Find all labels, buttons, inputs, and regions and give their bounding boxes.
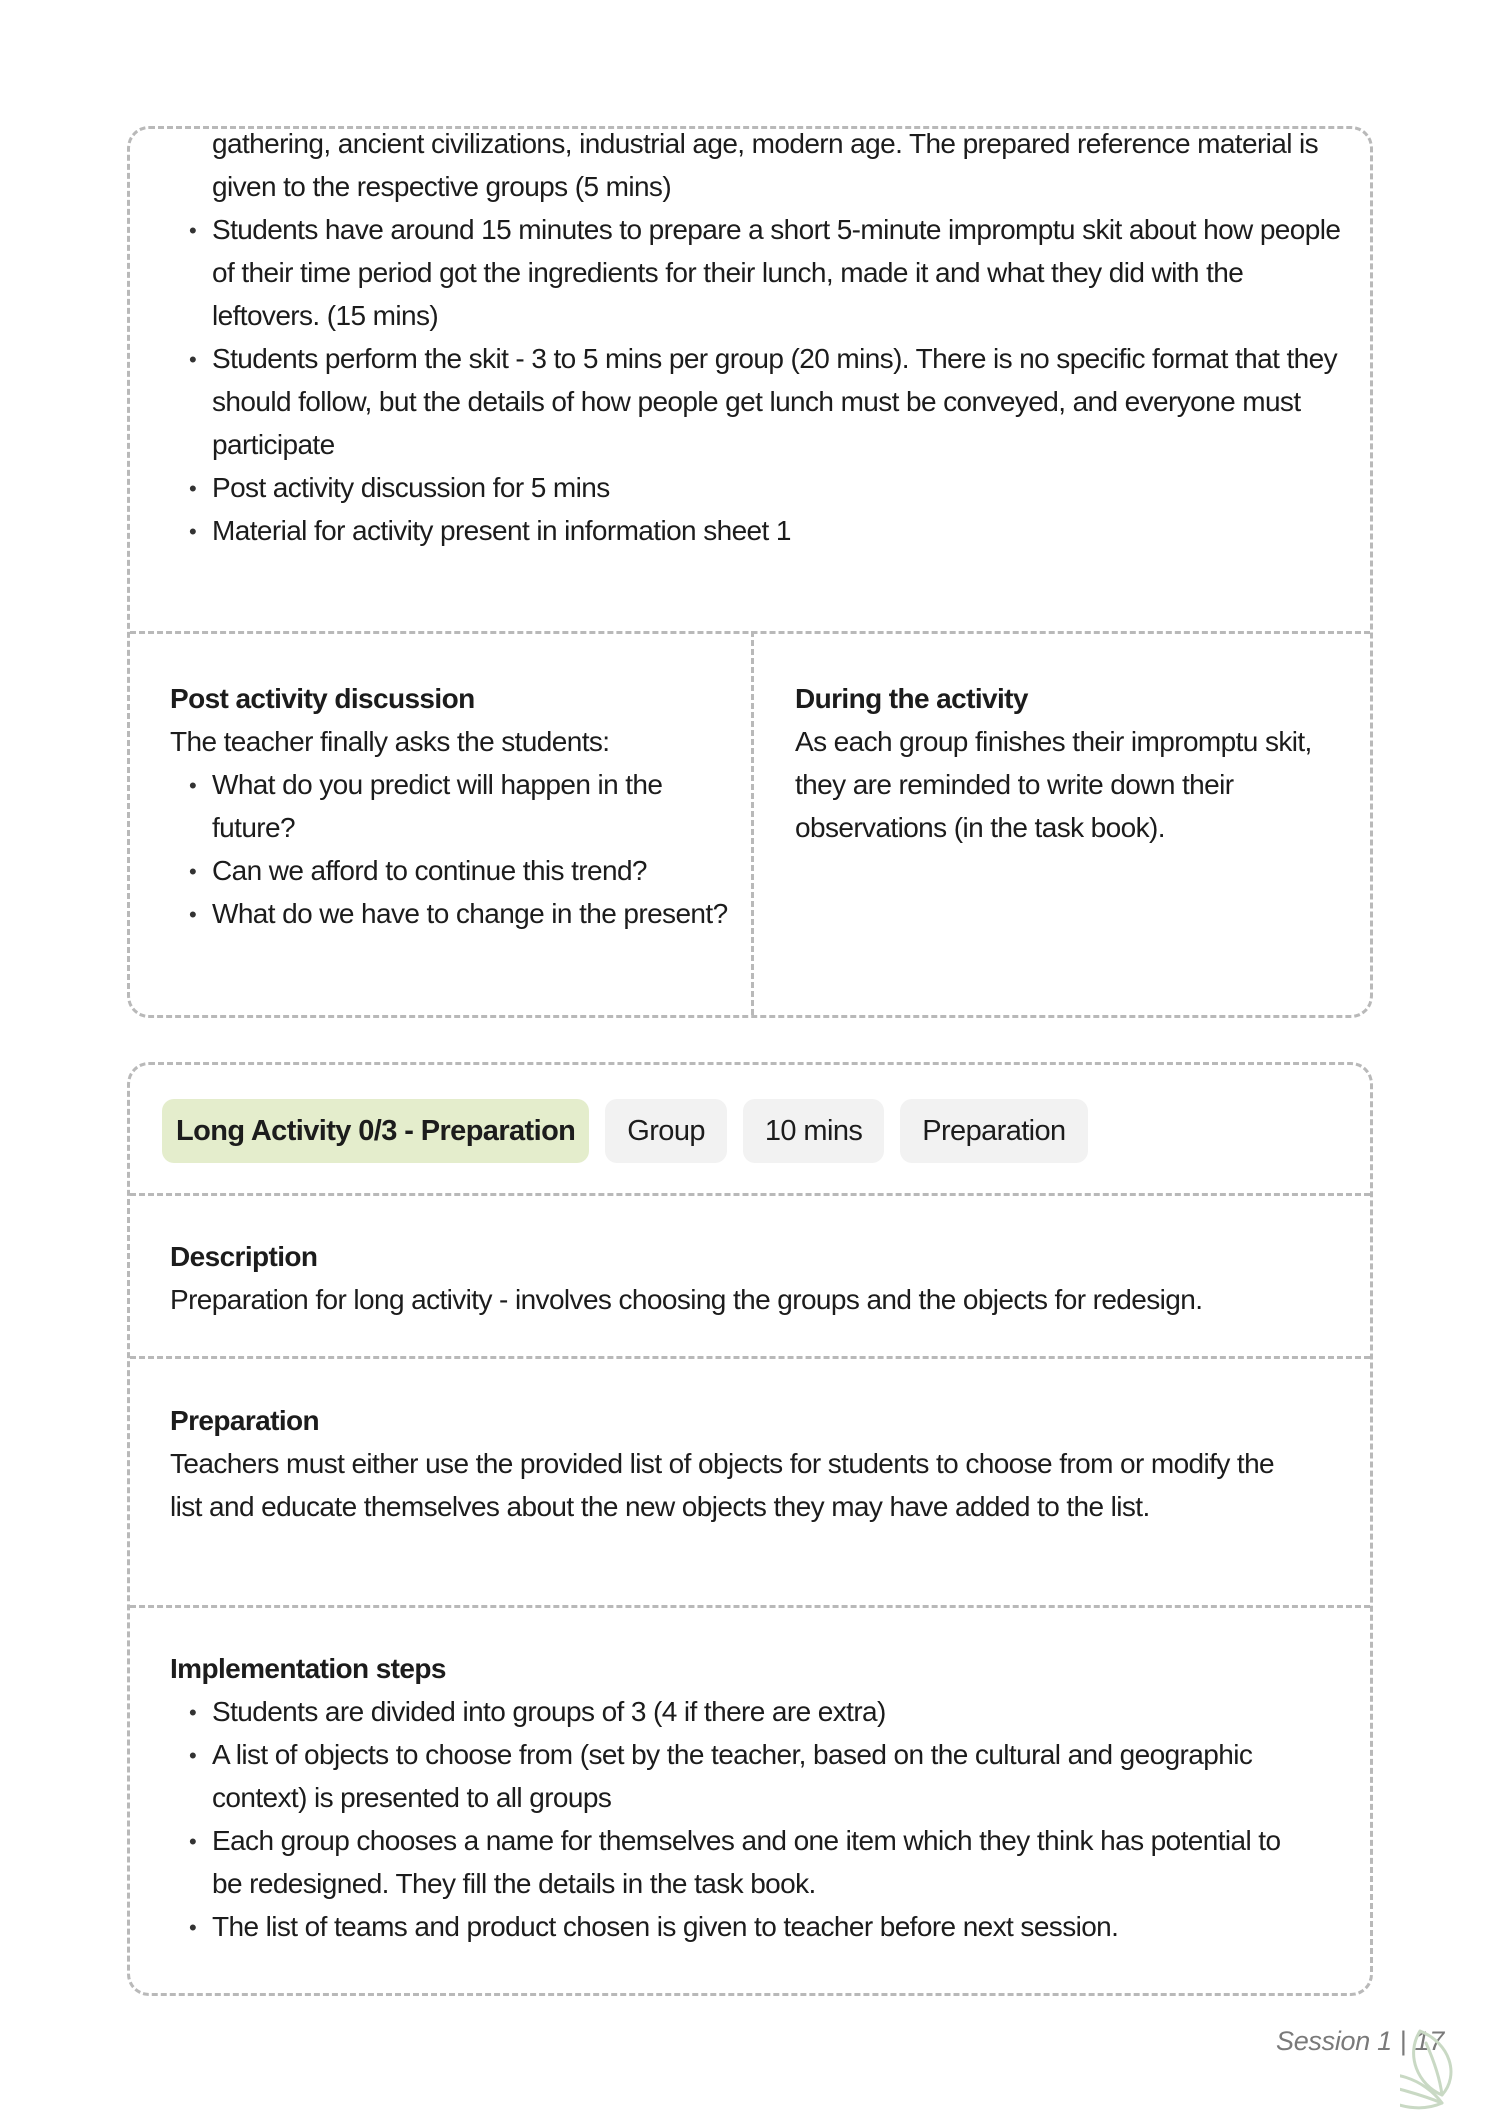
section-divider	[130, 1605, 1370, 1608]
session-label: Session 1	[1276, 2026, 1392, 2056]
list-item: • Students are divided into groups of 3 (4 if there are extra)	[170, 1690, 1310, 1733]
bullet-icon: •	[189, 347, 197, 372]
section-heading: During the activity	[795, 683, 1028, 714]
list-item: • What do you predict will happen in the future?	[170, 763, 730, 849]
activity-card-continued	[127, 126, 1373, 1018]
list-item: • A list of objects to choose from (set by the teacher, based on the cultural and geographic context) is presented to all groups	[170, 1733, 1310, 1819]
implementation-steps-section	[170, 1647, 1310, 1948]
column-divider	[751, 631, 754, 1015]
type-tag: Preparation	[900, 1099, 1087, 1163]
leaf-upper-icon	[1414, 2031, 1451, 2095]
mode-tag: Group	[605, 1099, 727, 1163]
bullet-icon: •	[189, 519, 197, 544]
section-heading: Preparation	[170, 1405, 319, 1436]
implementation-steps-continued	[170, 122, 1350, 552]
bullet-icon: •	[189, 859, 197, 884]
bullet-icon: •	[189, 773, 197, 798]
list-item: • What do we have to change in the present?	[170, 892, 730, 935]
during-the-activity	[795, 677, 1325, 849]
section-intro: The teacher finally asks the students:	[170, 726, 610, 757]
footer-separator: |	[1399, 2026, 1407, 2056]
bullet-icon: •	[189, 1700, 197, 1725]
section-text: Preparation for long activity - involves choosing the groups and the objects for redesign.	[170, 1284, 1203, 1315]
leaf-logo-icon	[1400, 2025, 1500, 2123]
section-heading: Implementation steps	[170, 1653, 446, 1684]
post-activity-discussion	[170, 677, 730, 935]
section-divider	[130, 1356, 1370, 1359]
activity-tags	[162, 1099, 1088, 1163]
section-text: As each group finishes their impromptu skit, they are reminded to write down their observations (in the task book).	[795, 726, 1312, 843]
list-item: • Material for activity present in information sheet 1	[170, 509, 1350, 552]
implementation-steps-list	[170, 1690, 1310, 1948]
questions-list	[170, 763, 730, 935]
list-item: • Each group chooses a name for themselves and one item which they think has potential to be redesigned. They fill the details in the task book.	[170, 1819, 1310, 1905]
page-number: 17	[1414, 2026, 1445, 2056]
bullet-icon: •	[189, 1829, 197, 1854]
bullet-icon: •	[189, 1915, 197, 1940]
section-text: Teachers must either use the provided list of objects for students to choose from or modify the list and educate themselves about the new objects they may have added to the list.	[170, 1448, 1275, 1522]
section-heading: Post activity discussion	[170, 683, 475, 714]
list-item: • Students perform the skit - 3 to 5 mins per group (20 mins). There is no specific format that they should follow, but the details of how people get lunch must be conveyed, and everyone must participate	[170, 337, 1350, 466]
list-item: • Post activity discussion for 5 mins	[170, 466, 1350, 509]
section-divider	[130, 1193, 1370, 1196]
preparation-section	[170, 1399, 1310, 1528]
list-item: • Students have around 15 minutes to prepare a short 5-minute impromptu skit about how people of their time period got the ingredients for their lunch, made it and what they did with the leftovers. (15 mins)	[170, 208, 1350, 337]
bullet-icon: •	[189, 902, 197, 927]
list-item: • Can we afford to continue this trend?	[170, 849, 730, 892]
description-section	[170, 1235, 1330, 1321]
implementation-steps-list	[170, 208, 1350, 552]
bullet-icon: •	[189, 218, 197, 243]
duration-tag: 10 mins	[743, 1099, 884, 1163]
activity-title-tag: Long Activity 0/3 - Preparation	[162, 1099, 589, 1163]
section-heading: Description	[170, 1241, 318, 1272]
long-activity-card	[127, 1062, 1373, 1996]
section-divider	[130, 631, 1370, 634]
list-item: • The list of teams and product chosen is given to teacher before next session.	[170, 1905, 1310, 1948]
bullet-icon: •	[189, 476, 197, 501]
step-continuation-text: gathering, ancient civilizations, industrial age, modern age. The prepared reference material is given to the respective groups (5 mins)	[212, 128, 1319, 202]
bullet-icon: •	[189, 1743, 197, 1768]
